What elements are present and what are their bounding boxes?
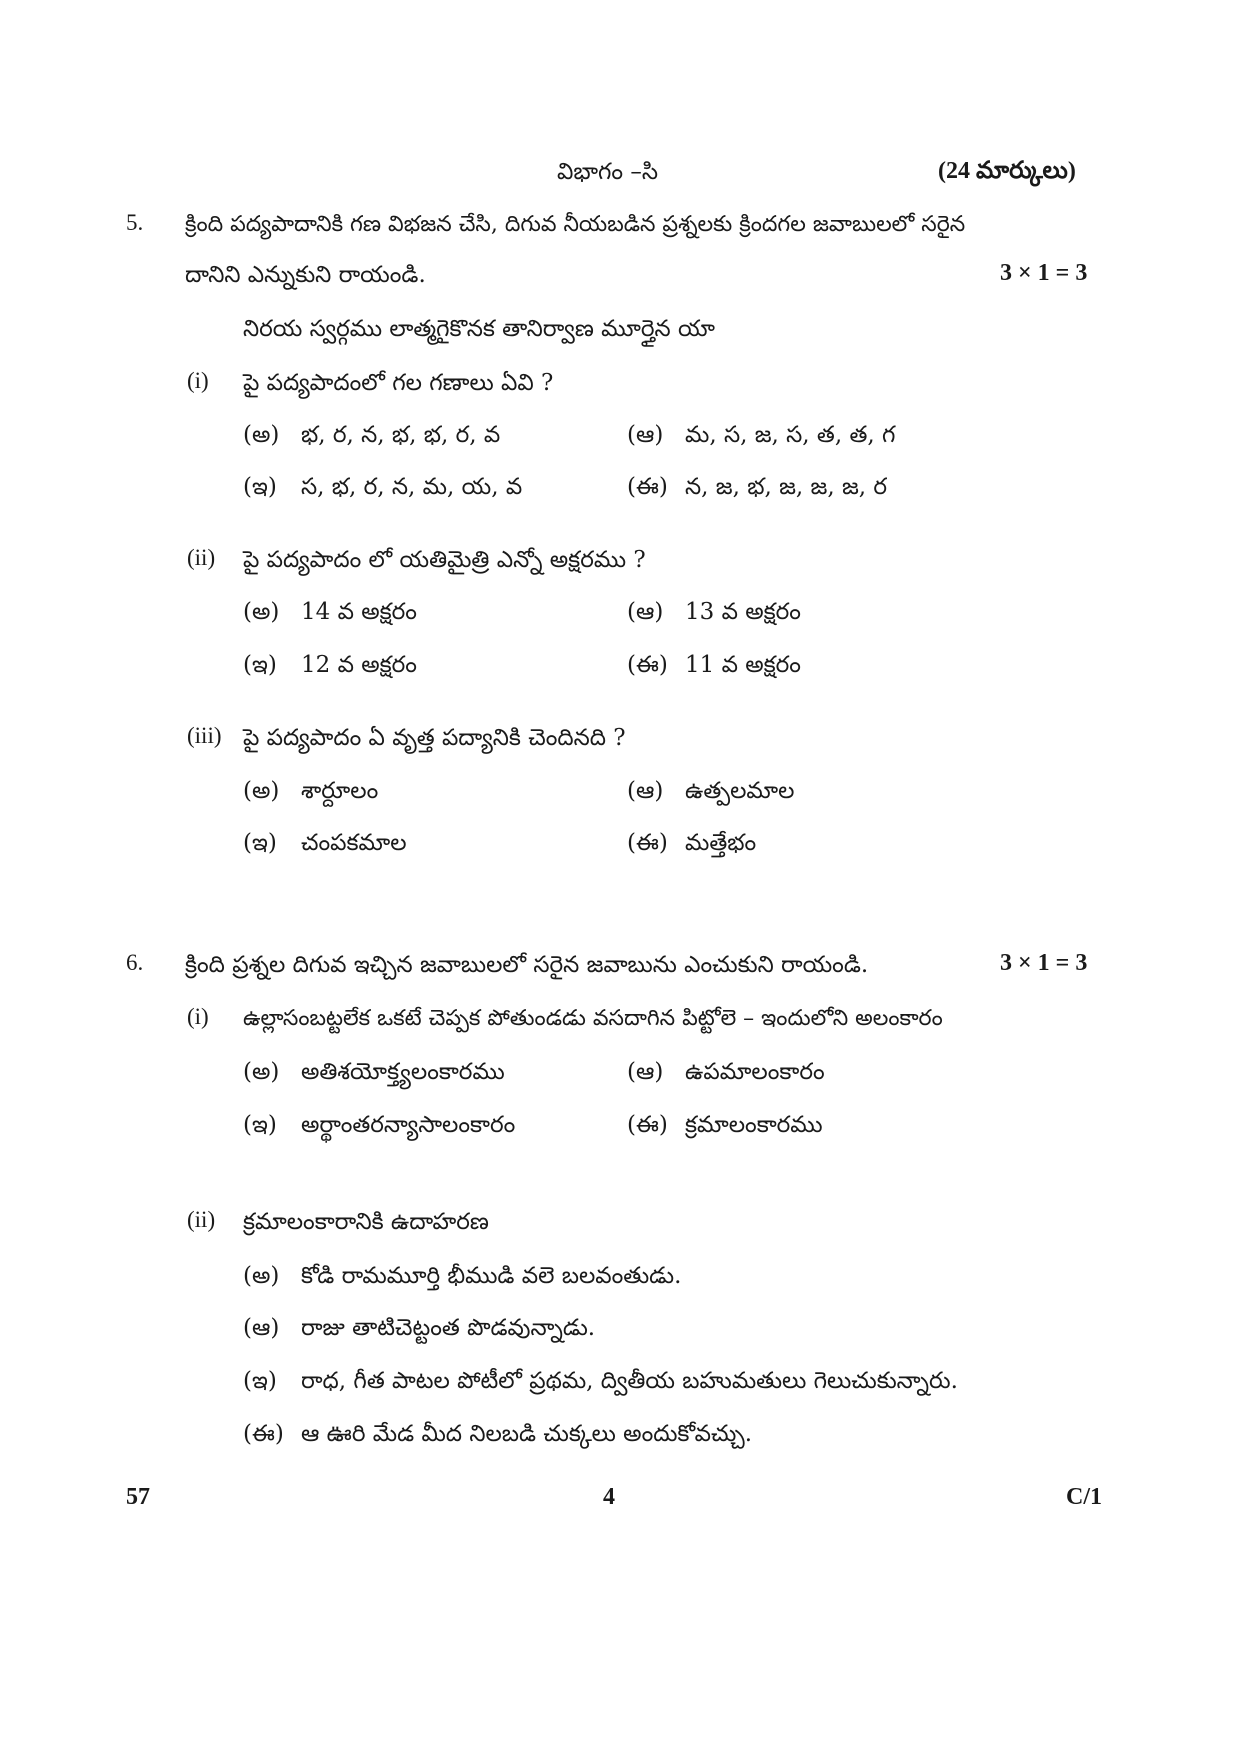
q6-sub2-option-ii <box>243 1419 752 1449</box>
q5-instruction-line1: క్రింది పద్యపాదానికి గణ విభజన చేసి, దిగువ నీయబడిన ప్రశ్నలకు క్రిందగల జవాబులలో సరైన <box>185 212 966 237</box>
option-text: భ, ర, న, భ, భ, ర, వ <box>301 422 501 448</box>
option-text: మ, స, జ, స, త, త, గ <box>685 422 896 448</box>
option-text: క్రమాలంకారము <box>685 1112 823 1138</box>
option-text: న, జ, భ, జ, జ, జ, ర <box>685 474 888 500</box>
q5-verse: నిరయ స్వర్గము లాత్మగైకొనక తానిర్వాణ మూర్తైన యా <box>243 316 715 342</box>
option-label: (ఈ) <box>627 1112 668 1138</box>
option-label: (ఈ) <box>627 474 668 500</box>
option-text: ఆ ఊరి మేడ మీద నిలబడి చుక్కలు అందుకోవచ్చు. <box>301 1421 753 1447</box>
q5-sub2-option-ii <box>627 650 801 680</box>
q5-sub1-label: (i) <box>187 368 209 393</box>
option-label: (ఈ) <box>627 652 668 678</box>
option-text: మత్తేభం <box>685 830 757 856</box>
q6-sub1-option-ii <box>627 1110 823 1140</box>
q5-sub1-option-ii <box>627 472 887 502</box>
q5-sub3-option-a <box>243 776 378 806</box>
page-number: 4 <box>603 1484 615 1510</box>
q5-number: 5. <box>126 210 144 235</box>
option-text: 14 వ అక్షరం <box>301 599 417 625</box>
option-label: (ఇ) <box>243 1368 277 1394</box>
option-label: (ఆ) <box>243 1315 280 1341</box>
option-label: (ఆ) <box>627 778 664 804</box>
q6-sub1-option-i <box>243 1110 515 1140</box>
q5-sub1-option-aa <box>627 420 895 450</box>
q5-sub3-label: (iii) <box>187 723 222 748</box>
q6-sub2-option-a <box>243 1261 681 1291</box>
q5-sub2-option-i <box>243 650 417 680</box>
option-label: (ఆ) <box>627 1059 664 1085</box>
option-label: (అ) <box>243 778 280 804</box>
option-text: స, భ, ర, న, మ, య, వ <box>301 474 523 500</box>
option-text: ఉత్పలమాల <box>685 778 795 804</box>
q5-sub1-option-i <box>243 472 522 502</box>
q6-instruction: క్రింది ప్రశ్నల దిగువ ఇచ్చిన జవాబులలో సరైన జవాబును ఎంచుకుని రాయండి. <box>185 952 869 978</box>
q5-sub3-option-aa <box>627 776 794 806</box>
option-text: రాధ, గీత పాటల పోటీలో ప్రథమ, ద్వితీయ బహుమతులు గెలుచుకున్నారు. <box>301 1368 958 1394</box>
option-text: శార్దూలం <box>301 778 379 804</box>
q6-sub2-label: (ii) <box>187 1207 216 1232</box>
q5-marks: 3 × 1 = 3 <box>1000 260 1088 286</box>
option-text: కోడి రామమూర్తి భీముడి వలె బలవంతుడు. <box>301 1263 682 1289</box>
option-text: అర్థాంతరన్యాసాలంకారం <box>301 1112 516 1138</box>
option-label: (ఇ) <box>243 474 277 500</box>
option-label: (ఇ) <box>243 652 277 678</box>
q6-sub2-option-aa <box>243 1313 595 1343</box>
option-label: (ఈ) <box>243 1421 284 1447</box>
option-text: 12 వ అక్షరం <box>301 652 417 678</box>
option-text: 13 వ అక్షరం <box>685 599 801 625</box>
q5-sub2-label: (ii) <box>187 545 216 570</box>
q5-sub2-option-a <box>243 597 417 627</box>
q5-instruction-line2: దానిని ఎన్నుకుని రాయండి. <box>185 262 426 288</box>
option-label: (ఆ) <box>627 599 664 625</box>
q6-sub1-label: (i) <box>187 1004 209 1029</box>
option-text: ఉపమాలంకారం <box>685 1059 825 1085</box>
section-marks: (24 మార్కులు) <box>938 158 1076 184</box>
q5-sub1-option-a <box>243 420 500 450</box>
footer-set: C/1 <box>1066 1484 1102 1510</box>
option-label: (అ) <box>243 599 280 625</box>
q5-sub3-option-i <box>243 828 407 858</box>
q5-sub1-question: పై పద్యపాదంలో గల గణాలు ఏవి ? <box>243 370 554 396</box>
q6-number: 6. <box>126 950 144 975</box>
option-label: (అ) <box>243 422 280 448</box>
option-label: (ఈ) <box>627 830 668 856</box>
option-label: (ఆ) <box>627 422 664 448</box>
option-label: (అ) <box>243 1059 280 1085</box>
footer-code: 57 <box>126 1484 150 1510</box>
section-title: విభాగం –సి <box>557 159 659 185</box>
option-label: (ఇ) <box>243 1112 277 1138</box>
option-text: చంపకమాల <box>301 830 407 856</box>
option-text: 11 వ అక్షరం <box>685 652 801 678</box>
q5-sub2-option-aa <box>627 597 801 627</box>
q6-sub2-question: క్రమాలంకారానికి ఉదాహరణ <box>243 1209 489 1235</box>
option-label: (ఇ) <box>243 830 277 856</box>
q6-sub1-question: ఉల్లాసంబట్టలేక ఒకటే చెప్పక పోతుండడు వసదాగిన పిట్టోలె – ఇందులోని అలంకారం <box>243 1006 943 1031</box>
q5-sub2-question: పై పద్యపాదం లో యతిమైత్రి ఎన్నో అక్షరము ? <box>243 547 646 573</box>
q5-sub3-option-ii <box>627 828 756 858</box>
q6-sub1-option-aa <box>627 1057 825 1087</box>
q6-sub1-option-a <box>243 1057 505 1087</box>
q6-marks: 3 × 1 = 3 <box>1000 950 1088 976</box>
q5-sub3-question: పై పద్యపాదం ఏ వృత్త పద్యానికి చెందినది ? <box>243 725 626 751</box>
option-label: (అ) <box>243 1263 280 1289</box>
option-text: అతిశయోక్త్యలంకారము <box>301 1059 505 1085</box>
option-text: రాజు తాటిచెట్టంత పొడవున్నాడు. <box>301 1315 596 1341</box>
q6-sub2-option-i <box>243 1366 958 1396</box>
